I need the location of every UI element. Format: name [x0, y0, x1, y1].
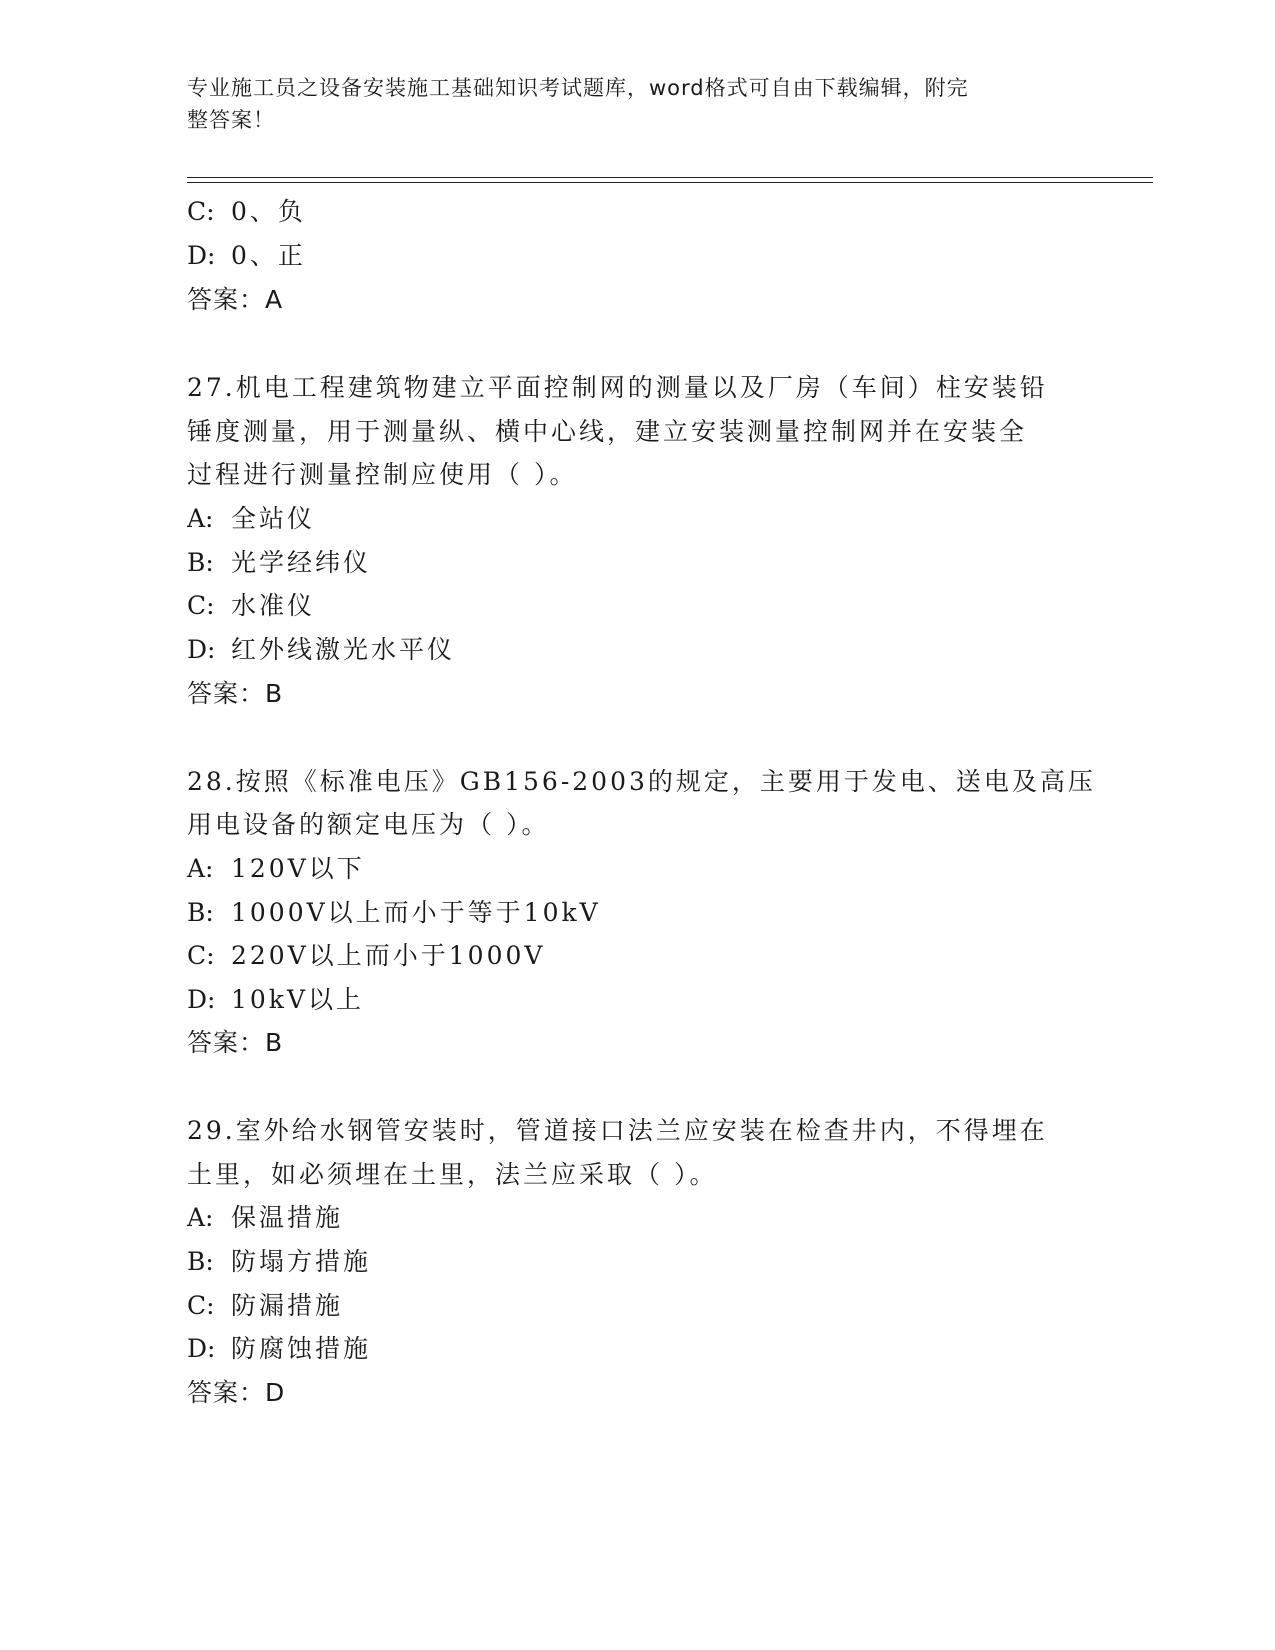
- option-text: 全站仪: [231, 504, 316, 533]
- option-d: [187, 980, 364, 1016]
- answer: 答案：D: [187, 1378, 286, 1407]
- option-label: D:: [187, 1334, 216, 1363]
- option-label: C:: [187, 1291, 215, 1320]
- header-rule-top: [187, 177, 1153, 178]
- question-stem-line: 27.机电工程建筑物建立平面控制网的测量以及厂房（车间）柱安装铅: [187, 373, 1048, 402]
- option-d: [187, 1329, 371, 1365]
- question-stem-line: 锤度测量，用于测量纵、横中心线，建立安装测量控制网并在安装全: [187, 417, 1028, 446]
- option-label: D:: [187, 635, 216, 664]
- option-b: [187, 1242, 371, 1278]
- answer: 答案：B: [187, 1028, 284, 1057]
- option-text: 水准仪: [231, 591, 316, 620]
- option-a: [187, 1198, 343, 1234]
- option-d: [187, 630, 455, 666]
- option-label: D:: [187, 985, 216, 1014]
- option-c: [187, 192, 306, 228]
- option-a: [187, 499, 315, 535]
- option-label: A:: [187, 854, 214, 883]
- option-label: A:: [187, 504, 214, 533]
- option-a: [187, 849, 365, 885]
- option-text: 220V以上而小于1000V: [231, 941, 546, 970]
- option-text: 防漏措施: [231, 1291, 344, 1320]
- option-text: 0、正: [231, 241, 306, 270]
- option-label: D:: [187, 241, 216, 270]
- option-text: 保温措施: [231, 1203, 344, 1232]
- question-stem-line: 土里，如必须埋在土里，法兰应采取（ ）。: [187, 1160, 718, 1189]
- answer: 答案：A: [187, 285, 284, 314]
- option-label: A:: [187, 1203, 214, 1232]
- option-label: B:: [187, 1247, 214, 1276]
- option-d: [187, 236, 306, 272]
- option-label: C:: [187, 197, 215, 226]
- option-text: 红外线激光水平仪: [231, 635, 456, 664]
- option-label: B:: [187, 548, 214, 577]
- option-label: C:: [187, 591, 215, 620]
- option-text: 120V以下: [231, 854, 365, 883]
- question-stem-line: 28.按照《标准电压》GB156-2003的规定，主要用于发电、送电及高压: [187, 767, 1096, 796]
- option-c: [187, 586, 315, 622]
- answer: 答案：B: [187, 679, 284, 708]
- option-text: 光学经纬仪: [231, 548, 372, 577]
- option-text: 防塌方措施: [231, 1247, 372, 1276]
- option-c: [187, 936, 545, 972]
- question-stem-line: 29.室外给水钢管安装时，管道接口法兰应安装在检查井内，不得埋在: [187, 1116, 1048, 1145]
- option-b: [187, 893, 601, 929]
- option-text: 1000V以上而小于等于10kV: [231, 898, 601, 927]
- header-line-2: 整答案！: [187, 108, 275, 132]
- option-label: C:: [187, 941, 215, 970]
- option-c: [187, 1286, 343, 1322]
- option-label: B:: [187, 898, 214, 927]
- question-stem-line: 用电设备的额定电压为（ ）。: [187, 810, 550, 839]
- document-header: [187, 72, 1067, 136]
- option-text: 0、负: [231, 197, 306, 226]
- option-b: [187, 543, 371, 579]
- header-line-1: 专业施工员之设备安装施工基础知识考试题库，word格式可自由下载编辑，附完: [187, 76, 969, 100]
- option-text: 10kV以上: [231, 985, 365, 1014]
- question-stem-line: 过程进行测量控制应使用（ ）。: [187, 460, 578, 489]
- header-rule-bottom: [187, 182, 1153, 183]
- option-text: 防腐蚀措施: [231, 1334, 372, 1363]
